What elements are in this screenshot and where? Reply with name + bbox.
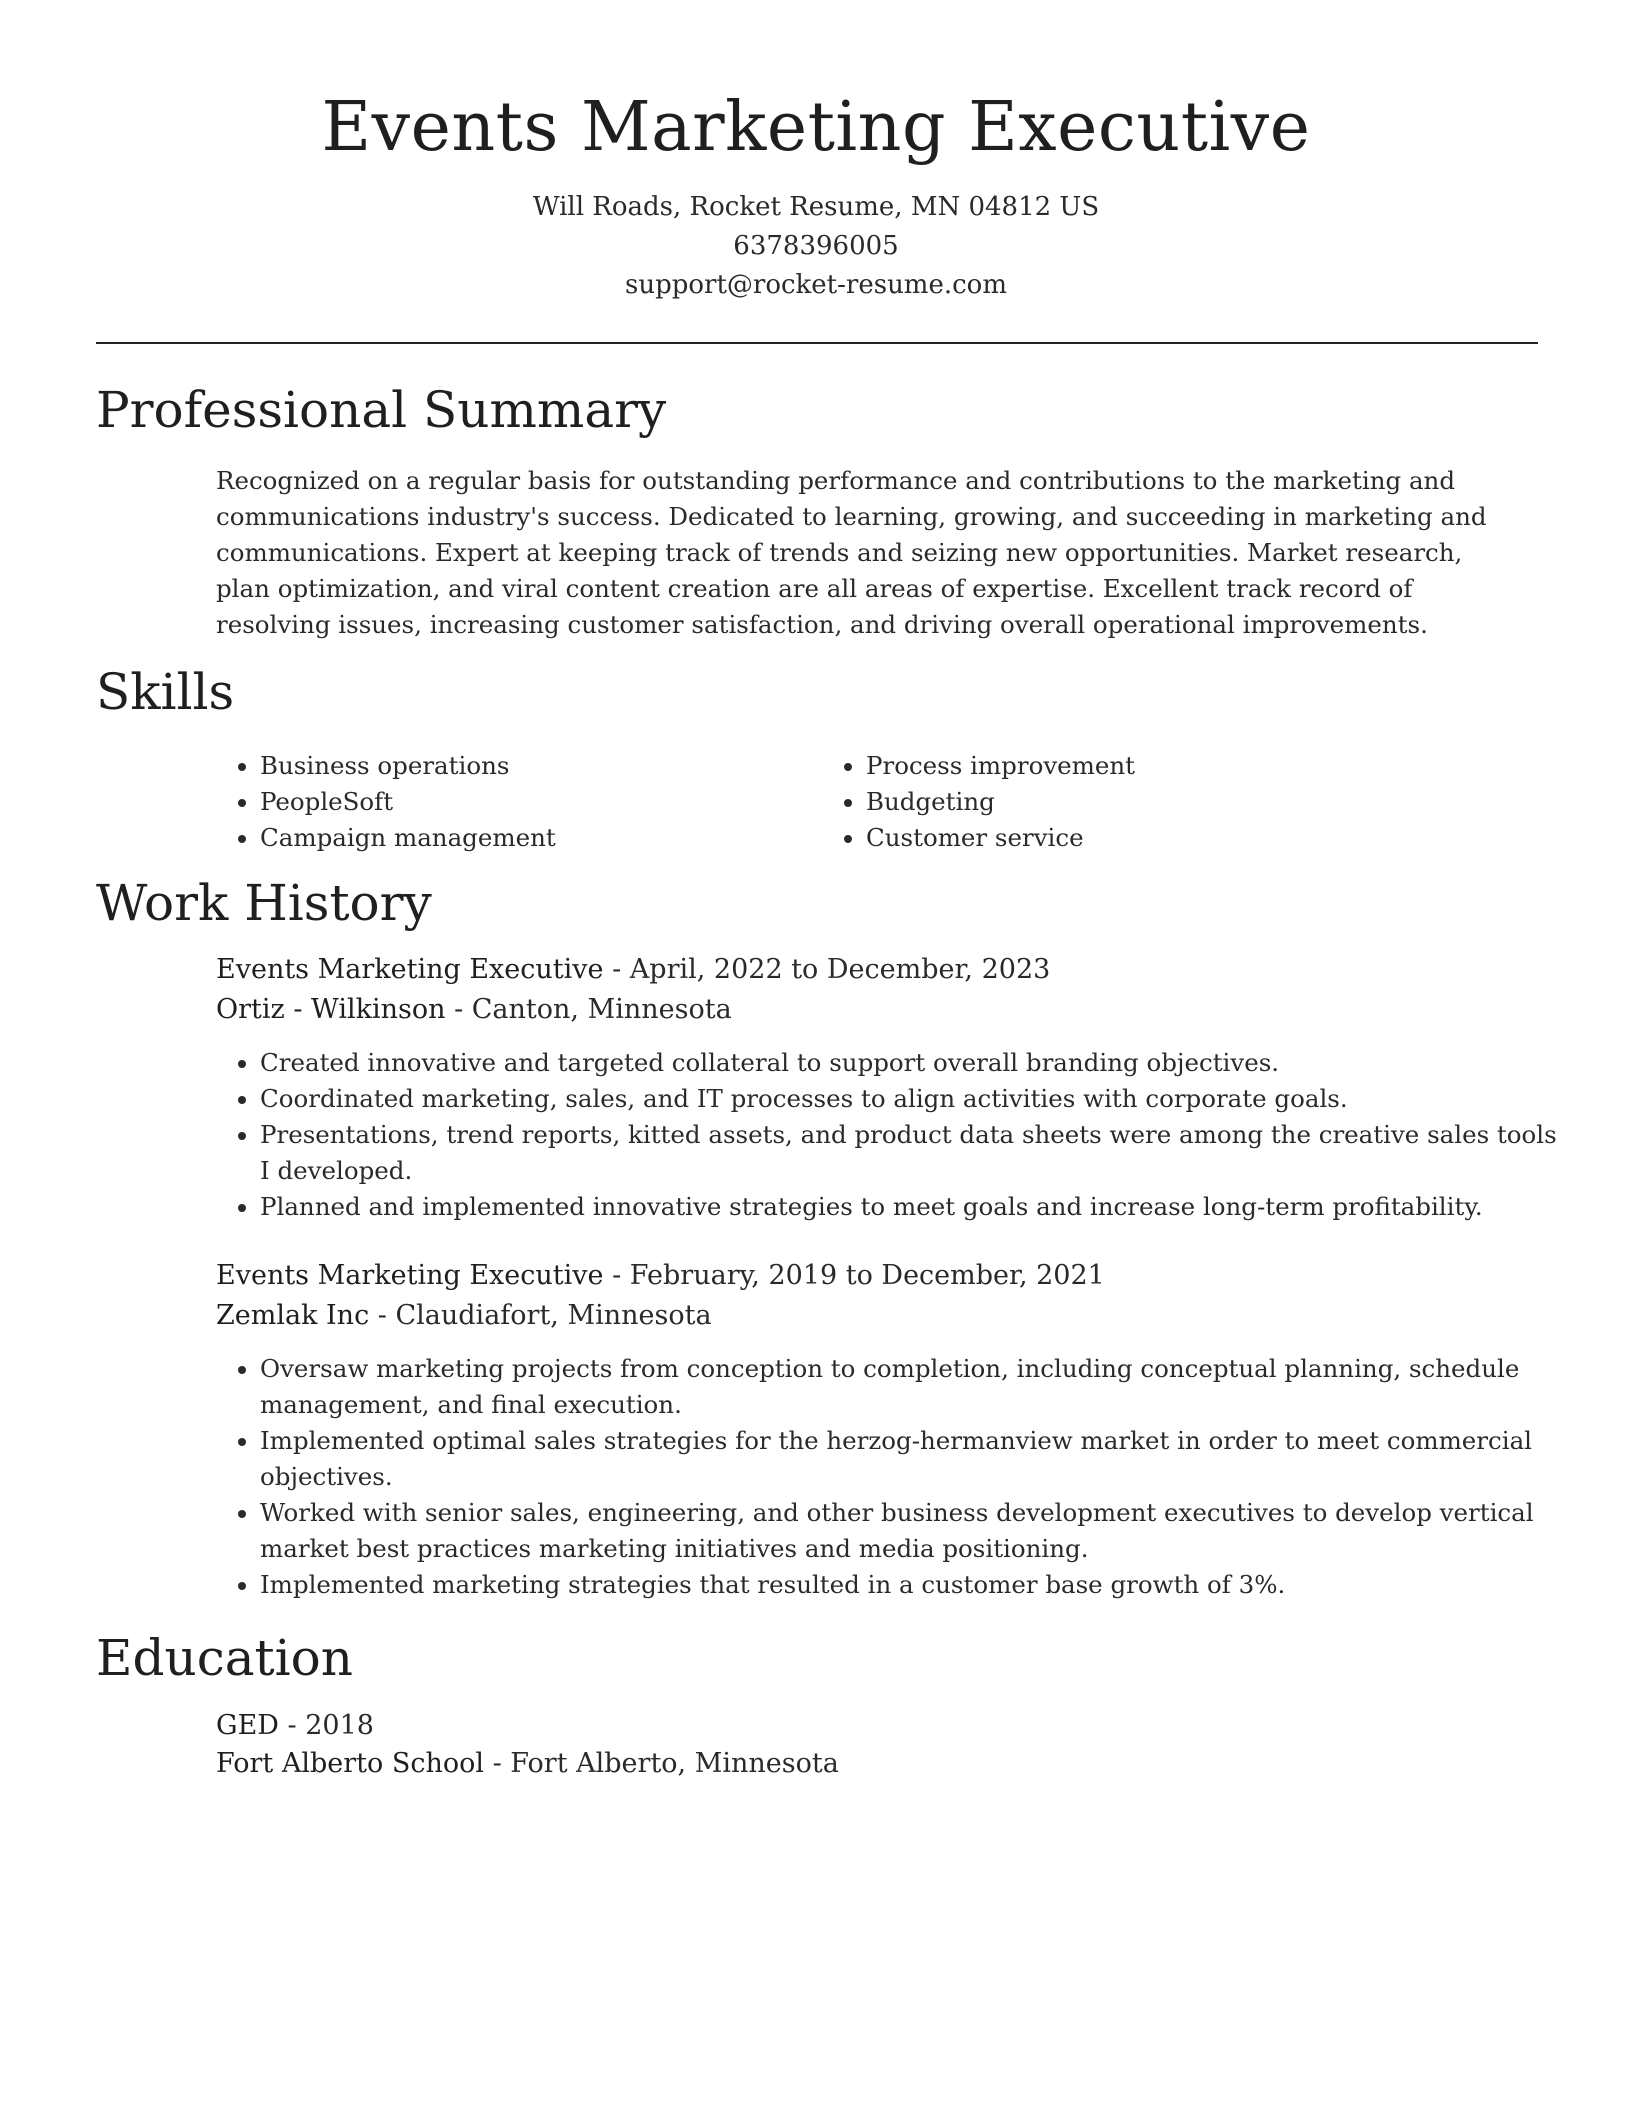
job-bullets bbox=[216, 1351, 1560, 1603]
skill-item: • Budgeting bbox=[866, 784, 1428, 820]
job-role: Events Marketing Executive bbox=[216, 1260, 604, 1291]
contact-phone: 6378396005 bbox=[733, 231, 899, 261]
skill-item: • Process improvement bbox=[866, 748, 1428, 784]
job-bullet: • Oversaw marketing projects from conception to completion, including conceptual planning, schedule management, and final execution. bbox=[260, 1351, 1560, 1423]
skill-item: • Customer service bbox=[866, 820, 1428, 856]
resume-header bbox=[0, 80, 1632, 305]
job-bullet: • Implemented optimal sales strategies for the herzog-hermanview market in order to meet commercial objectives. bbox=[260, 1423, 1560, 1495]
summary-heading: Professional Summary bbox=[96, 381, 667, 439]
job-bullet: • Created innovative and targeted collateral to support overall branding objectives. bbox=[260, 1045, 1560, 1081]
skills-column-right bbox=[822, 748, 1428, 856]
candidate-name: Events Marketing Executive bbox=[321, 88, 1311, 167]
job-employer-line bbox=[216, 990, 732, 1030]
contact-address: Will Roads, Rocket Resume, MN 04812 US bbox=[532, 192, 1100, 222]
skills-heading: Skills bbox=[96, 663, 235, 721]
education-year: - 2018 bbox=[278, 1710, 374, 1741]
education-school-line bbox=[216, 1744, 839, 1784]
job-dates: - February, 2019 to December, 2021 bbox=[603, 1260, 1105, 1291]
job-dates: - April, 2022 to December, 2023 bbox=[603, 954, 1051, 985]
education-school: Fort Alberto School bbox=[216, 1748, 484, 1779]
skills-column-left bbox=[216, 748, 822, 856]
job-bullets bbox=[216, 1045, 1560, 1225]
contact-info bbox=[0, 188, 1632, 305]
job-bullet: • Planned and implemented innovative strategies to meet goals and increase long-term profitability. bbox=[260, 1189, 1560, 1225]
summary-text: Recognized on a regular basis for outstanding performance and contributions to the marketing and communications industry's success. Dedicated to learning, growing, and succeeding in marketing and communications. Expert at keeping track of trends and seizing new opportunities. Market research, plan optimization, and viral content creation are all areas of expertise. Excellent track record of resolving issues, increasing customer satisfaction, and driving overall operational improvements. bbox=[216, 466, 1487, 639]
contact-email: support@rocket-resume.com bbox=[624, 270, 1007, 300]
job-employer: Zemlak Inc bbox=[216, 1300, 370, 1331]
skill-item: • Business operations bbox=[260, 748, 822, 784]
skills-list bbox=[216, 748, 1516, 856]
job-bullet: • Worked with senior sales, engineering, and other business development executives to develop vertical market best practices marketing initiatives and media positioning. bbox=[260, 1495, 1560, 1567]
skill-item: • PeopleSoft bbox=[260, 784, 822, 820]
job-location: - Claudiafort, Minnesota bbox=[369, 1300, 712, 1331]
education-location: - Fort Alberto, Minnesota bbox=[484, 1748, 839, 1779]
education-degree-line bbox=[216, 1706, 374, 1746]
job-title-line bbox=[216, 950, 1050, 990]
education-degree: GED bbox=[216, 1710, 279, 1741]
job-employer: Ortiz - Wilkinson bbox=[216, 994, 446, 1025]
job-location: - Canton, Minnesota bbox=[445, 994, 732, 1025]
job-bullet: • Implemented marketing strategies that resulted in a customer base growth of 3%. bbox=[260, 1567, 1560, 1603]
job-title-line bbox=[216, 1256, 1105, 1296]
job-bullet: • Coordinated marketing, sales, and IT processes to align activities with corporate goals. bbox=[260, 1081, 1560, 1117]
job-employer-line bbox=[216, 1296, 712, 1336]
education-heading: Education bbox=[96, 1629, 353, 1687]
job-role: Events Marketing Executive bbox=[216, 954, 604, 985]
skill-item: • Campaign management bbox=[260, 820, 822, 856]
header-divider bbox=[96, 342, 1538, 344]
job-bullet: • Presentations, trend reports, kitted assets, and product data sheets were among the creative sales tools I developed. bbox=[260, 1117, 1560, 1189]
work-history-heading: Work History bbox=[96, 874, 432, 932]
